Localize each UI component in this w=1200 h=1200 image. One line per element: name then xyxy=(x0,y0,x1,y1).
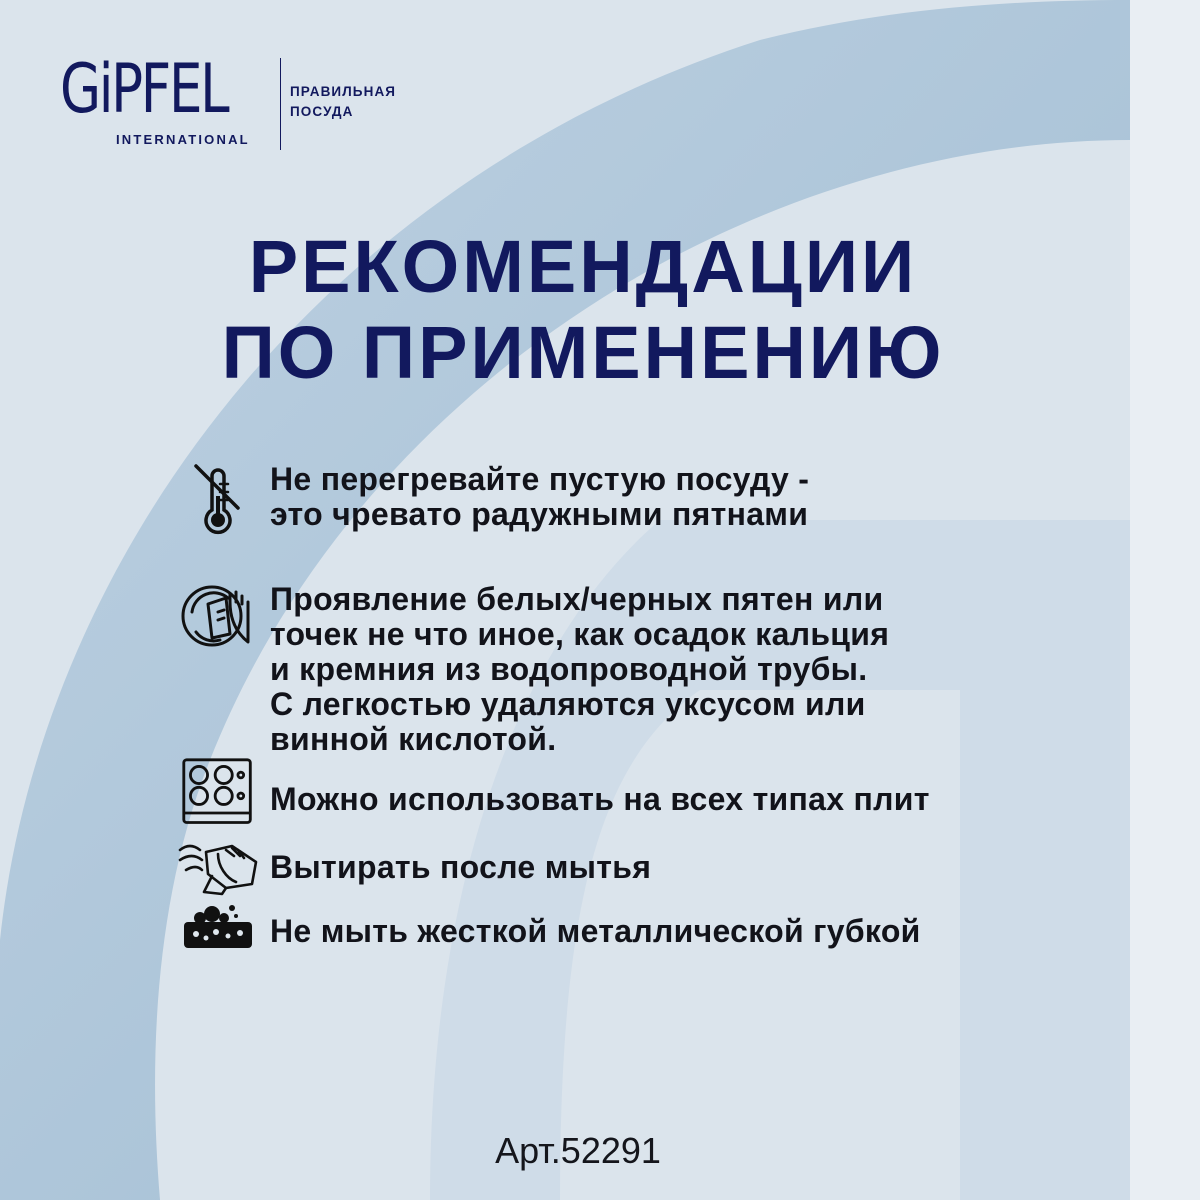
recommendation-text xyxy=(270,850,1030,885)
recommendation-line: Проявление белых/черных пятен или xyxy=(270,581,884,617)
recommendation-line: это чревато радужными пятнами xyxy=(270,496,809,532)
logo-tagline-line: ПРАВИЛЬНАЯ xyxy=(290,84,397,99)
page-title-line: ПО ПРИМЕНЕНИЮ xyxy=(221,311,945,394)
recommendation-text xyxy=(270,782,1030,817)
logo-tagline-line: ПОСУДА xyxy=(290,104,354,119)
recommendation-line: Не перегревайте пустую посуду - xyxy=(270,461,810,497)
recommendation-line: Не мыть жесткой металлической губкой xyxy=(270,913,921,949)
wipe-plate-hand-icon xyxy=(178,582,258,662)
article-number: Арт.52291 xyxy=(495,1130,661,1171)
recommendation-line: Можно использовать на всех типах плит xyxy=(270,781,930,817)
page-title-line: РЕКОМЕНДАЦИИ xyxy=(248,225,918,308)
no-heat-thermometer-icon xyxy=(178,462,258,542)
page-title xyxy=(0,224,1166,396)
recommendation-text xyxy=(270,462,1030,532)
recommendation-line: С легкостью удаляются уксусом или xyxy=(270,686,866,722)
brand-logo xyxy=(60,50,420,156)
recommendation-line: точек не что иное, как осадок кальция xyxy=(270,616,890,652)
recommendation-line: и кремния из водопроводной трубы. xyxy=(270,651,868,687)
logo-tagline xyxy=(290,82,430,122)
sponge-icon xyxy=(178,900,258,980)
logo-wordmark: GiPFEL xyxy=(60,50,228,129)
recommendation-line: винной кислотой. xyxy=(270,721,557,757)
cooktop-icon xyxy=(180,756,256,832)
logo-subtitle: INTERNATIONAL xyxy=(116,132,250,147)
recommendation-text xyxy=(270,914,1030,949)
recommendation-text xyxy=(270,582,1030,757)
recommendation-line: Вытирать после мытья xyxy=(270,849,652,885)
logo-divider xyxy=(280,58,281,150)
